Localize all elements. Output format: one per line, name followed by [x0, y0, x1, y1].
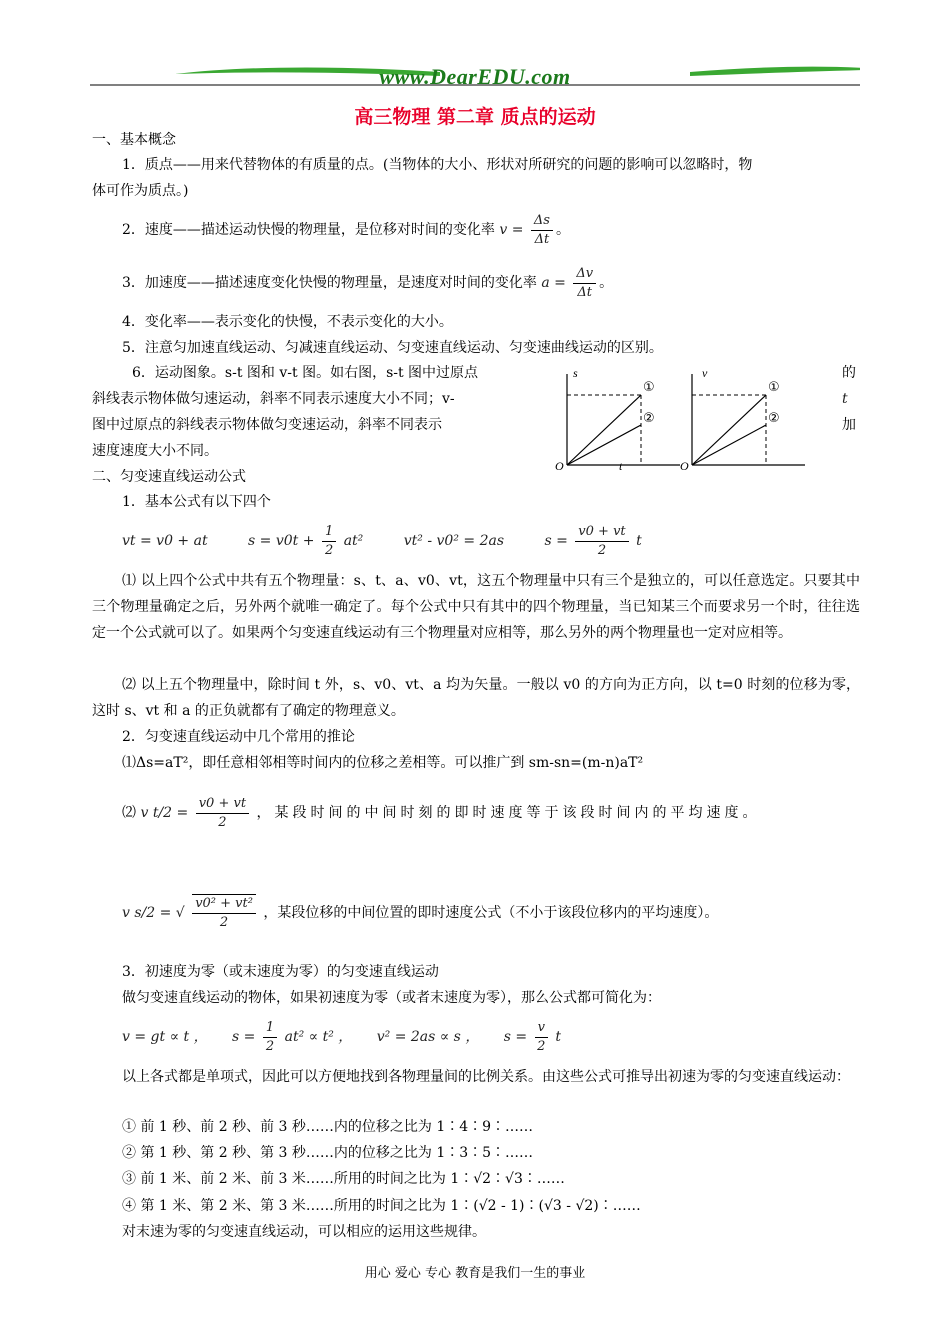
- formula-acceleration-lhs: a =: [541, 275, 566, 291]
- graph-left-line1: ①: [643, 380, 655, 395]
- graph-v-t: [680, 362, 810, 472]
- ratio-3: ③ 前 1 米、前 2 米、前 3 米……所用的时间之比为 1∶√2∶√3∶……: [122, 1171, 565, 1187]
- frac-num: Δv: [573, 265, 596, 284]
- inference-3: [122, 888, 718, 938]
- frac-den: Δt: [534, 231, 550, 247]
- frac-den: 2: [265, 1038, 275, 1054]
- ratio-4: ④ 第 1 米、第 2 米、第 3 米……所用的时间之比为 1∶(√2 - 1)∶(√3 - √2)∶……: [122, 1198, 641, 1214]
- graph-left-x-label: t: [619, 459, 623, 472]
- inference-2-text: ，某段时间的中间时刻的即时速度等于该段时间内的平均速度。: [256, 805, 761, 821]
- inference-1: ⑴Δs=aT²，即任意相邻相等时间内的位移之差相等。可以推广到 sm-sn=(m-n)aT²: [122, 755, 644, 771]
- frac-num: v: [535, 1019, 548, 1038]
- para-5: 5．注意匀加速直线运动、匀减速直线运动、匀变速直线运动、匀变速曲线运动的区别。: [122, 340, 663, 356]
- para-6-right1: 的: [842, 365, 856, 381]
- page-title: 高三物理 第二章 质点的运动: [354, 106, 596, 128]
- frac-num: 1: [322, 523, 336, 542]
- note-2: ⑵ 以上五个物理量中，除时间 t 外，s、v0、vt、a 均为矢量。一般以 v0 的方向为正方向，以 t=0 时刻的位移为零，这时 s、vt 和 a 的正负就都有了确定的物理意义。: [92, 677, 860, 719]
- graph-s-t: [555, 362, 685, 472]
- frac-num: v0² + vt²: [192, 895, 256, 914]
- inference-2-label: ⑵: [122, 805, 136, 821]
- formula-g4-a: s =: [503, 1029, 528, 1045]
- para-2: [122, 210, 570, 250]
- formula-2-a: s = v0t +: [248, 533, 315, 549]
- formula-2-b: at²: [343, 533, 364, 549]
- para-6-line4: 速度速度大小不同。: [92, 443, 218, 459]
- formula-basic-row: [122, 520, 642, 562]
- formula-4-b: t: [636, 533, 642, 549]
- graph-right-origin: O: [680, 459, 689, 472]
- formula-g4-frac: [535, 1019, 548, 1056]
- formula-g2-b: at² ∝ t² ，: [284, 1029, 353, 1045]
- formula-acceleration-frac: [573, 265, 596, 302]
- section-heading-1: 一、基本概念: [92, 132, 176, 148]
- formula-1: vt = v0 + at: [122, 533, 208, 549]
- site-logo[interactable]: www.DearEDU.com: [379, 64, 571, 89]
- formula-g3: v² = 2as ∝ s ，: [376, 1029, 480, 1045]
- sub-heading-3: 3．初速度为零（或末速度为零）的匀变速直线运动: [122, 964, 439, 980]
- para-6-line1: 6．运动图象。s-t 图和 v-t 图。如右图，s-t 图中过原点: [132, 365, 479, 381]
- para-4: 4．变化率——表示变化的快慢，不表示变化的大小。: [122, 314, 453, 330]
- graph-right-line2: ②: [768, 411, 780, 426]
- inference-3-text: ，某段位移的中间位置的即时速度公式（不小于该段位移内的平均速度）。: [263, 905, 719, 921]
- formula-g2-frac: [263, 1019, 277, 1056]
- frac-num: Δs: [531, 212, 553, 231]
- frac-den: 2: [597, 542, 607, 558]
- para-ratio-intro: 以上各式都是单项式，因此可以方便地找到各物理量间的比例关系。由这些公式可推导出初速为零的匀变速直线运动：: [122, 1069, 850, 1085]
- para-1b: 体可作为质点。): [92, 183, 189, 199]
- graph-right-line1: ①: [768, 380, 780, 395]
- formula-simplified-row: [122, 1016, 561, 1058]
- formula-4-a: s =: [544, 533, 568, 549]
- para-zero-velocity: 做匀变速直线运动的物体，如果初速度为零（或者末速度为零），那么公式都可简化为：: [122, 990, 661, 1006]
- sub-heading-1: 1．基本公式有以下四个: [122, 494, 271, 510]
- formula-g4-b: t: [555, 1029, 562, 1045]
- formula-2-frac: [322, 523, 336, 560]
- frac-num: 1: [263, 1019, 277, 1038]
- para-6-line2: 斜线表示物体做匀速运动，斜率不同表示速度大小不同；v-: [92, 391, 455, 407]
- para-6-right2: t: [842, 391, 848, 407]
- inference-3-frac: [192, 894, 256, 932]
- inference-3-lhs: v s/2 = √: [122, 905, 185, 921]
- frac-num: v0 + vt: [196, 795, 249, 814]
- para-3: [122, 263, 613, 303]
- formula-velocity-lhs: v =: [499, 222, 524, 238]
- ratio-2: ② 第 1 秒、第 2 秒、第 3 秒……内的位移之比为 1∶3∶5∶……: [122, 1145, 534, 1161]
- formula-g1: v = gt ∝ t ，: [122, 1029, 208, 1045]
- graph-left-y-label: s: [573, 366, 578, 380]
- inference-2-lhs: v t/2 =: [140, 805, 189, 821]
- para-1a: 1．质点——用来代替物体的有质量的点。(当物体的大小、形状对所研究的问题的影响可以忽略时，物: [122, 157, 753, 173]
- closing-line: 对末速为零的匀变速直线运动，可以相应的运用这些规律。: [122, 1224, 486, 1240]
- frac-num: v0 + vt: [575, 523, 628, 542]
- frac-den: 2: [219, 915, 229, 930]
- formula-3: vt² - v0² = 2as: [403, 533, 505, 549]
- period: 。: [555, 222, 570, 238]
- frac-den: 2: [218, 814, 227, 830]
- formula-velocity-frac: [531, 212, 553, 249]
- formula-g2-a: s =: [232, 1029, 256, 1045]
- frac-den: 2: [324, 542, 334, 558]
- graph-left-line2: ②: [643, 411, 655, 426]
- para-3-text: 3．加速度——描述速度变化快慢的物理量，是速度对时间的变化率: [122, 275, 537, 291]
- sub-heading-2: 2．匀变速直线运动中几个常用的推论: [122, 729, 355, 745]
- ratio-1: ① 前 1 秒、前 2 秒、前 3 秒……内的位移之比为 1∶4∶9∶……: [122, 1119, 534, 1135]
- para-6-right3: 加: [842, 417, 856, 433]
- frac-den: 2: [537, 1038, 546, 1054]
- formula-4-frac: [575, 523, 628, 560]
- graph-left-origin: O: [555, 459, 564, 472]
- para-2-text: 2．速度——描述运动快慢的物理量，是位移对时间的变化率: [122, 222, 495, 238]
- inference-2-frac: [196, 795, 249, 832]
- section-heading-2: 二、匀变速直线运动公式: [92, 469, 246, 485]
- page-footer: 用心 爱心 专心 教育是我们一生的事业: [364, 1266, 586, 1281]
- frac-den: Δt: [577, 284, 593, 300]
- inference-2: [122, 790, 761, 836]
- period: 。: [599, 275, 614, 291]
- graph-right-y-label: v: [702, 366, 708, 380]
- para-6-line3: 图中过原点的斜线表示物体做匀变速运动，斜率不同表示: [92, 417, 442, 433]
- note-1: ⑴ 以上四个公式中共有五个物理量：s、t、a、v0、vt，这五个物理量中只有三个是独立的，可以任意选定。只要其中三个物理量确定之后，另外两个就唯一确定了。每个公式中只有其中的四个物理量，当已知某三个而要求另一个时，往往选定一个公式就可以了。如果两个匀变速直线运动有三个物理量对应相等，那么另外的两个物理量也一定对应相等。: [92, 573, 860, 641]
